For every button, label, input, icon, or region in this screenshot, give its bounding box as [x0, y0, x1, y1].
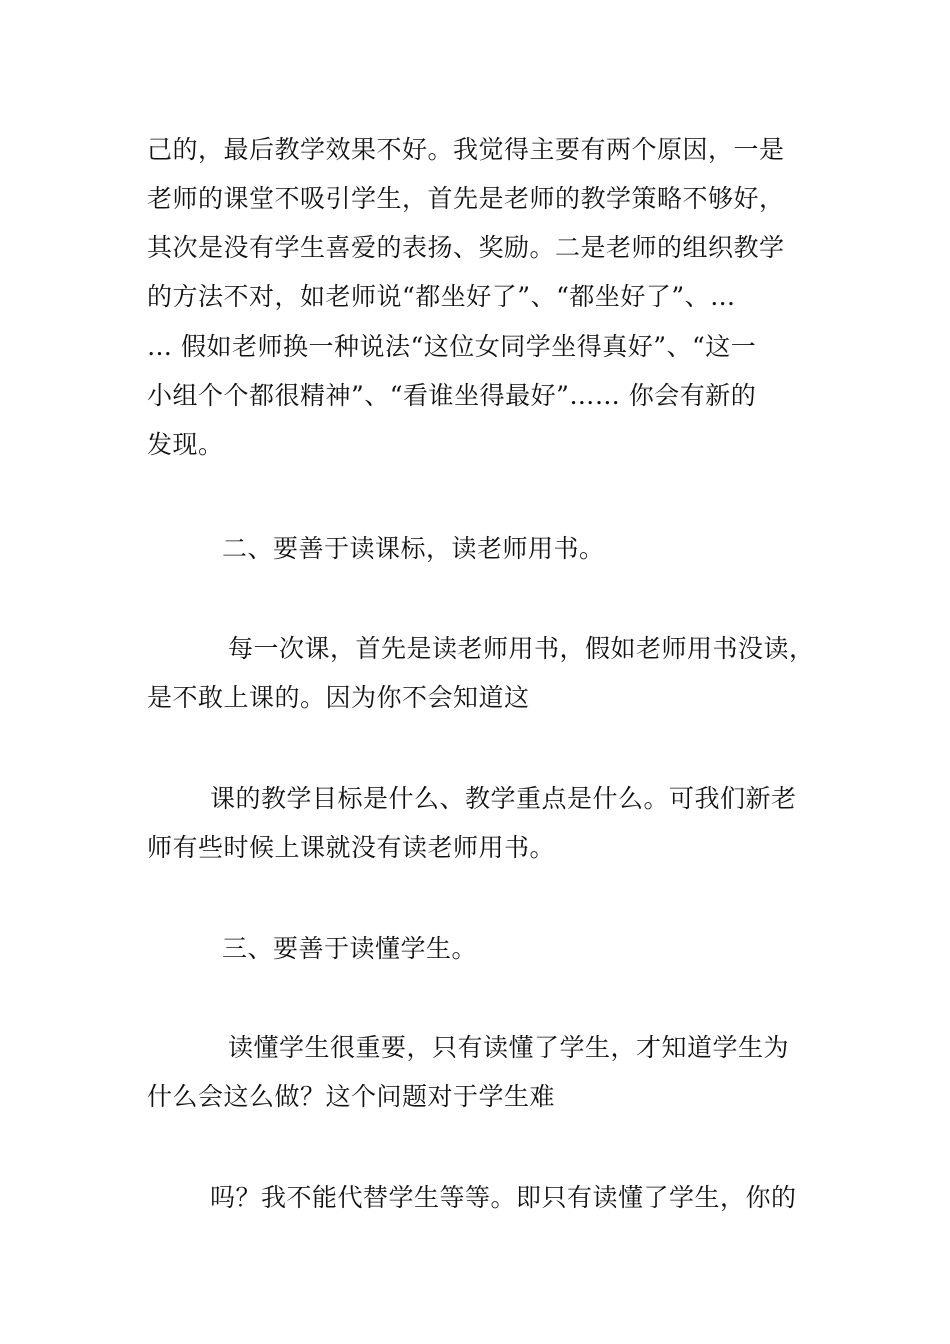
section-heading: 三、要善于读懂学生。 [222, 934, 478, 963]
paragraph-line: 什么会这么做？这个问题对于学生难 [147, 1082, 556, 1111]
paragraph-line: 课的教学目标是什么、教学重点是什么。可我们新老 [210, 784, 797, 813]
paragraph-line: 是不敢上课的。因为你不会知道这 [147, 683, 530, 712]
paragraph-line: 小组个个都很精神”、“看谁坐得最好”…… 你会有新的 [147, 381, 757, 410]
paragraph-line: 的方法不对，如老师说“都坐好了”、“都坐好了”、… [147, 282, 736, 311]
paragraph-line: 其次是没有学生喜爱的表扬、奖励。二是老师的组织教学 [147, 233, 785, 262]
paragraph-line: … 假如老师换一种说法“这位女同学坐得真好”、“这一 [147, 332, 757, 361]
paragraph-line: 己的，最后教学效果不好。我觉得主要有两个原因，一是 [147, 135, 785, 164]
paragraph-line: 师有些时候上课就没有读老师用书。 [147, 833, 556, 862]
paragraph-line: 每一次课，首先是读老师用书，假如老师用书没读， [228, 634, 815, 663]
paragraph-line: 老师的课堂不吸引学生，首先是老师的教学策略不够好， [147, 184, 785, 213]
paragraph-line: 吗？我不能代替学生等等。即只有读懂了学生，你的 [210, 1183, 797, 1212]
paragraph-line: 读懂学生很重要，只有读懂了学生，才知道学生为 [228, 1033, 790, 1062]
paragraph-line: 发现。 [147, 430, 224, 459]
section-heading: 二、要善于读课标，读老师用书。 [222, 534, 605, 563]
